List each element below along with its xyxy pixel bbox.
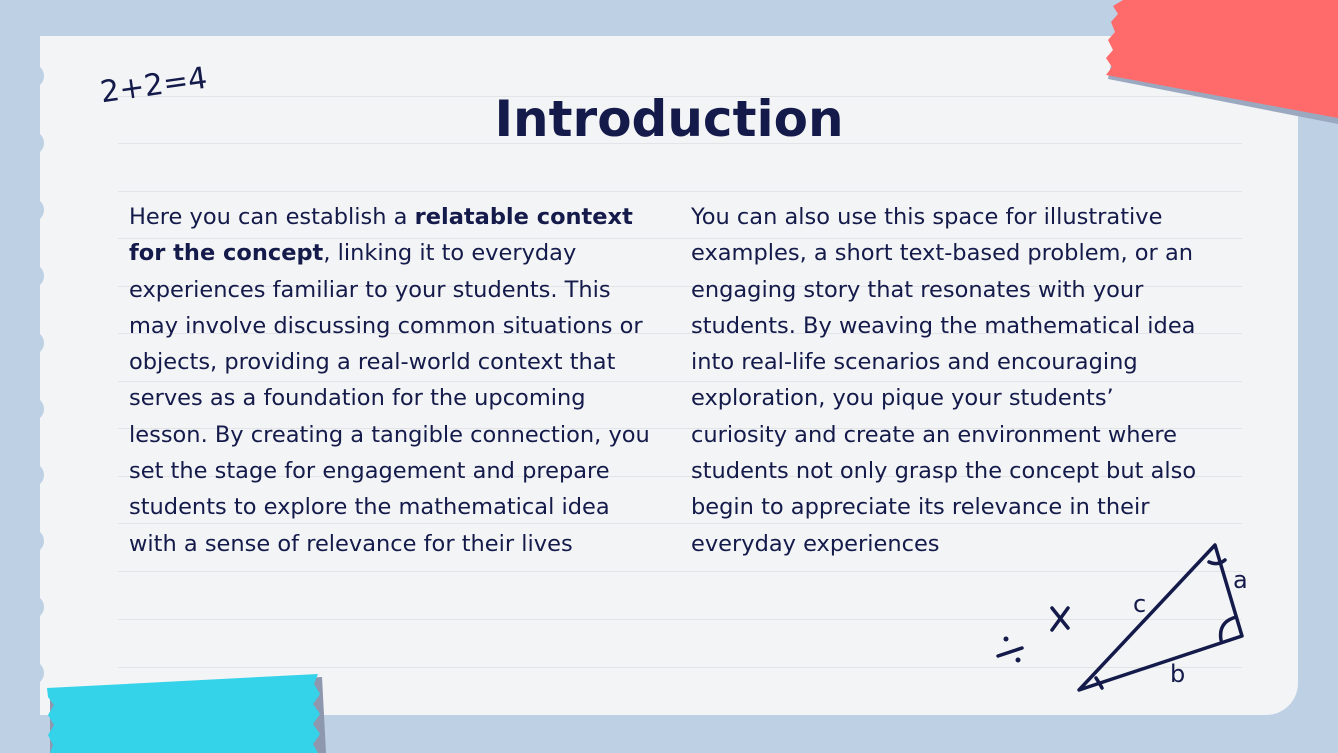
ruled-line xyxy=(118,667,1242,668)
left-paragraph-rest: , linking it to everyday experiences familiar to your students. This may involve discussing common situations or objects, providing a real-world context that serves as a foundation for the upcoming lesson. By creating a tangible connection, you set the stage for engagement and prepare students to explore the mathematical idea with a sense of relevance for their lives xyxy=(129,240,650,557)
ruled-line xyxy=(118,191,1242,192)
binder-hole xyxy=(0,601,32,613)
binder-hole xyxy=(0,270,32,282)
handwritten-equation: 2+2=4 xyxy=(98,60,210,111)
binder-hole xyxy=(0,70,32,82)
side-a-label: a xyxy=(1233,566,1248,594)
right-paragraph: You can also use this space for illustrative examples, a short text-based problem, or an engaging story that resonates with your students. By weaving the mathematical idea into real-life scenarios and encouraging exploration, you pique your students’ curiosity and create an environment where students not only grasp the concept but also begin to appreciate its relevance in their everyday experiences xyxy=(691,204,1197,557)
left-paragraph-emphasis: relatable context for the concept xyxy=(129,204,633,267)
slide-title: Introduction xyxy=(494,90,844,148)
binder-hole xyxy=(0,337,32,349)
binder-hole xyxy=(0,204,32,216)
side-c-label: c xyxy=(1133,590,1147,618)
binder-hole xyxy=(0,667,32,679)
ruled-line xyxy=(118,571,1242,572)
binder-hole xyxy=(0,535,32,547)
binder-hole xyxy=(0,469,32,481)
binder-hole xyxy=(0,403,32,415)
ruled-line xyxy=(118,619,1242,620)
left-paragraph-intro: Here you can establish a xyxy=(129,204,415,230)
left-paragraph xyxy=(129,199,659,562)
side-b-label: b xyxy=(1170,660,1186,688)
